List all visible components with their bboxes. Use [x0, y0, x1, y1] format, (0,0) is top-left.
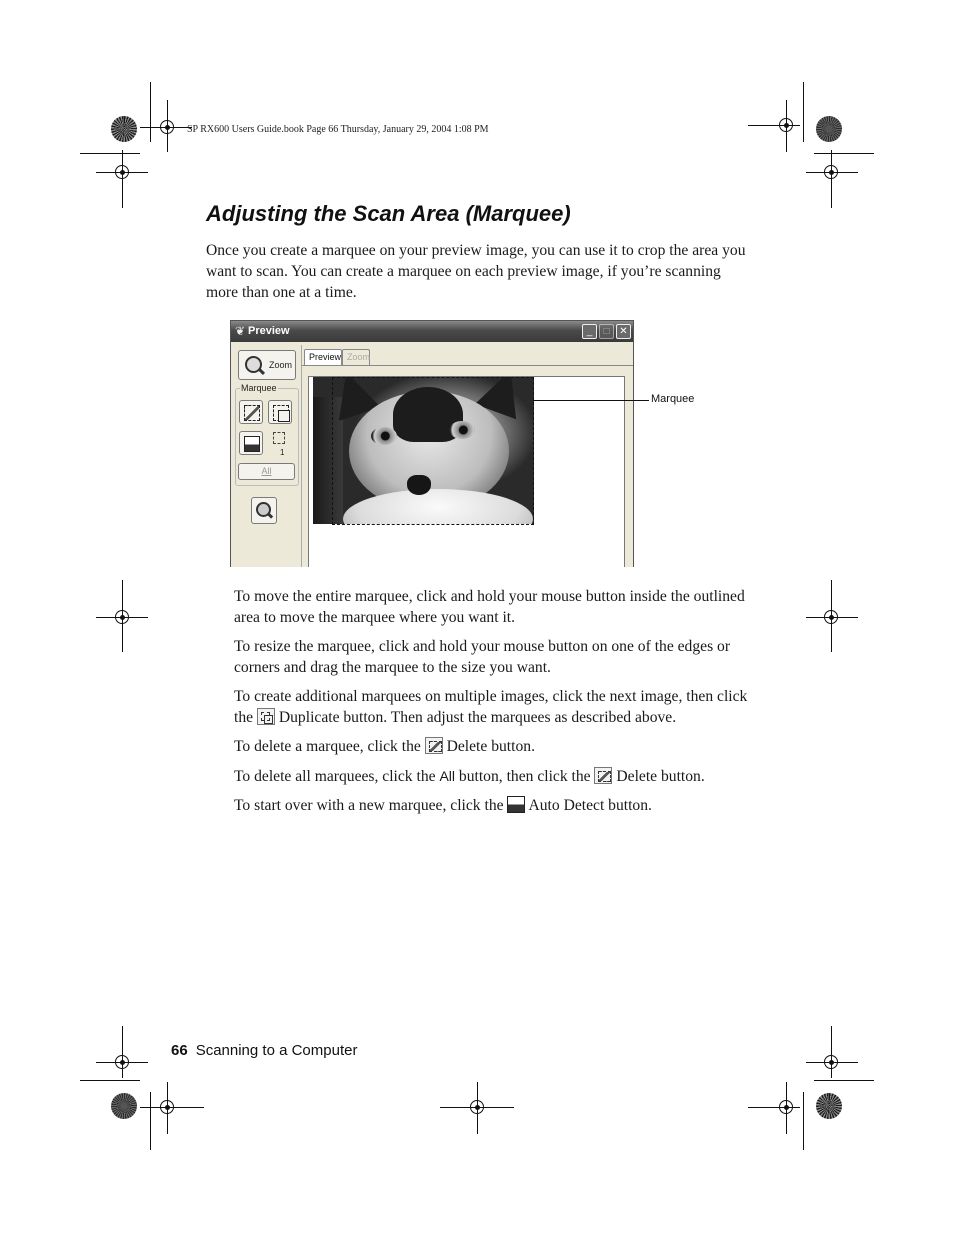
delete-all-text-pre: To delete all marquees, click the: [234, 768, 436, 785]
app-icon: ❦: [235, 324, 246, 338]
tab-preview[interactable]: Preview: [304, 349, 342, 365]
delete-text-post: Delete button.: [446, 738, 535, 755]
zoom-button-label: Zoom: [269, 360, 293, 370]
slug-line: SP RX600 Users Guide.book Page 66 Thursday, January 29, 2004 1:08 PM: [187, 124, 489, 135]
zoom-magnifier-icon: [256, 502, 271, 517]
close-icon[interactable]: ✕: [616, 324, 631, 339]
auto-detect-inline-icon: [507, 796, 525, 813]
marquee-count: 1: [280, 448, 285, 457]
marquee-count-icon: [273, 432, 285, 444]
paragraph-create: [234, 686, 754, 728]
preview-window-screenshot: [230, 320, 634, 567]
auto-detect-icon: [244, 436, 260, 452]
delete-icon-2: [594, 767, 612, 784]
all-button-label: All: [261, 466, 272, 476]
window-titlebar: [231, 321, 633, 342]
delete-all-text-post: Delete button.: [616, 768, 705, 785]
paragraph-resize: To resize the marquee, click and hold your mouse button on one of the edges or corners and drag the marquee to the size you want.: [234, 638, 731, 676]
callout-label: Marquee: [651, 393, 695, 405]
magnifier-icon: [245, 356, 262, 373]
paragraph-delete: [234, 736, 754, 757]
delete-icon: [425, 737, 443, 754]
paragraph-delete-all: [234, 766, 764, 787]
zoom-button[interactable]: [238, 350, 296, 380]
all-button[interactable]: [238, 463, 295, 480]
duplicate-marquee-button[interactable]: [268, 400, 292, 424]
duplicate-icon: [257, 708, 275, 725]
paragraph-move: To move the entire marquee, click and hold your mouse button inside the outlined area to move the marquee where you want it.: [234, 588, 745, 626]
intro-paragraph: Once you create a marquee on your preview image, you can use it to crop the area you want to scan. You can create a marquee on each preview image, if you’re scanning more than one at a time.: [206, 242, 746, 301]
duplicate-marquee-icon: [273, 405, 289, 421]
maximize-icon: □: [599, 324, 614, 339]
delete-marquee-icon: [244, 405, 260, 421]
create-text-post: Duplicate button. Then adjust the marquees as described above.: [278, 709, 677, 726]
create-text-pre: To create additional marquees on multiple images, click the next image, then click the: [234, 688, 748, 726]
marquee-group-label: Marquee: [241, 383, 277, 393]
callout-line: [533, 400, 649, 401]
delete-all-text-mid: button, then click the: [458, 768, 591, 785]
delete-text-pre: To delete a marquee, click the: [234, 738, 421, 755]
tab-zoom: Zoom: [342, 349, 370, 365]
start-over-text-pre: To start over with a new marquee, click the: [234, 797, 504, 814]
window-title: Preview: [248, 325, 290, 337]
page-title: Adjusting the Scan Area (Marquee): [206, 201, 571, 226]
auto-detect-button[interactable]: [239, 431, 263, 455]
page-footer: [171, 1042, 357, 1059]
marquee-outline[interactable]: [332, 377, 534, 525]
page-number: 66: [171, 1042, 188, 1059]
all-word: All: [439, 768, 456, 784]
preview-zoom-button[interactable]: [251, 497, 277, 524]
minimize-icon[interactable]: _: [582, 324, 597, 339]
footer-section: Scanning to a Computer: [195, 1042, 358, 1059]
paragraph-start-over: [234, 795, 754, 816]
delete-marquee-button[interactable]: [239, 400, 263, 424]
start-over-text-post: Auto Detect button.: [528, 797, 652, 814]
